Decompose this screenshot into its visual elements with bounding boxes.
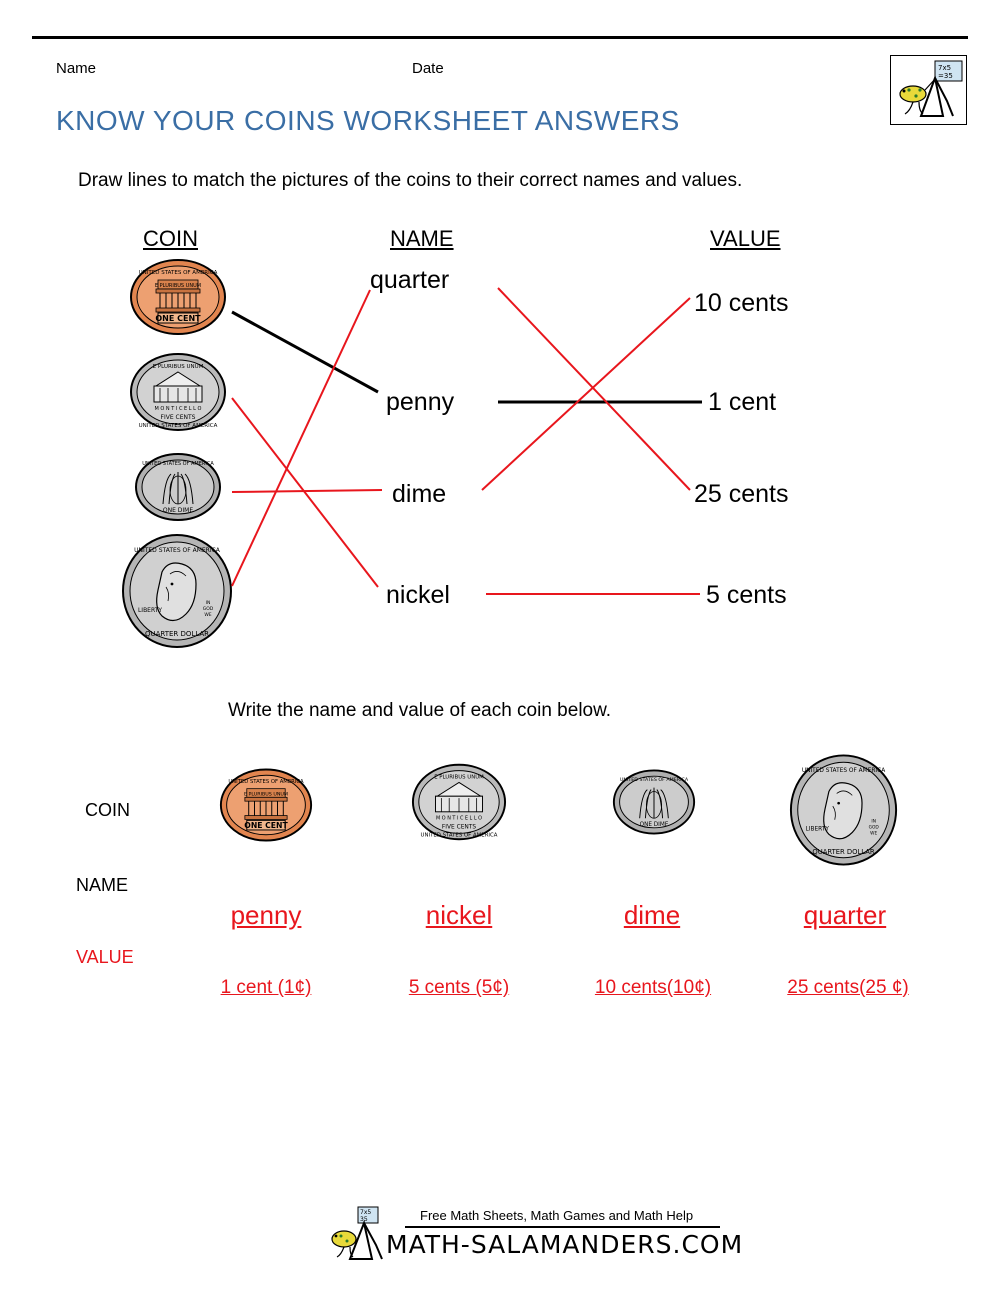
column-header-name: NAME	[390, 226, 454, 251]
match-name-quarter[interactable]: quarter	[370, 266, 450, 294]
instruction-part2: Write the name and value of each coin below.	[228, 700, 612, 721]
row-label-coin: COIN	[85, 800, 130, 820]
svg-text:WE: WE	[204, 613, 212, 618]
svg-text:GOD: GOD	[868, 825, 879, 831]
svg-text:7x5: 7x5	[938, 64, 952, 72]
match-value-25-cents[interactable]: 25 cents	[694, 480, 789, 508]
answer-name-nickel[interactable]: nickel	[425, 900, 493, 930]
footer-brand: MATH-SALAMANDERS.COM	[386, 1230, 744, 1259]
match-value-5-cents[interactable]: 5 cents	[706, 581, 787, 609]
svg-text:IN: IN	[205, 601, 211, 606]
svg-text:E PLURIBUS UNUM: E PLURIBUS UNUM	[434, 774, 484, 781]
svg-text:LIBERTY: LIBERTY	[805, 826, 829, 833]
header-divider	[32, 36, 968, 39]
table-nickel-coin-image	[410, 762, 508, 847]
answer-value-dime[interactable]: 10 cents(10¢)	[594, 977, 712, 998]
column-header-value: VALUE	[710, 226, 781, 251]
match-name-dime[interactable]: dime	[392, 480, 447, 508]
svg-text:WE: WE	[870, 831, 878, 837]
answer-value-nickel[interactable]: 5 cents (5¢)	[408, 977, 510, 998]
match-name-penny[interactable]: penny	[386, 388, 455, 416]
nickel-coin-image	[128, 352, 228, 437]
answer-name-quarter[interactable]: quarter	[803, 900, 887, 930]
table-quarter-coin-image	[788, 752, 900, 873]
footer-divider	[405, 1226, 720, 1228]
column-header-coin: COIN	[143, 226, 198, 251]
svg-text:7x5: 7x5	[360, 1209, 372, 1216]
svg-text:UNITED STATES OF AMERICA: UNITED STATES OF AMERICA	[138, 423, 218, 429]
svg-text:LIBERTY: LIBERTY	[137, 607, 163, 614]
answer-name-penny[interactable]: penny	[230, 900, 302, 930]
svg-text:QUARTER DOLLAR: QUARTER DOLLAR	[144, 630, 210, 638]
svg-text:M O N T I C E L L O: M O N T I C E L L O	[154, 406, 202, 412]
quarter-coin-image	[120, 532, 235, 655]
svg-text:35: 35	[360, 1216, 368, 1223]
svg-text:FIVE CENTS: FIVE CENTS	[441, 824, 477, 831]
svg-text:UNITED STATES OF AMERICA: UNITED STATES OF AMERICA	[619, 777, 689, 783]
answer-value-penny[interactable]: 1 cent (1¢)	[220, 977, 312, 998]
date-field-label: Date	[412, 60, 444, 77]
svg-text:UNITED STATES OF AMERICA: UNITED STATES OF AMERICA	[801, 768, 886, 775]
page-title: KNOW YOUR COINS WORKSHEET ANSWERS	[56, 105, 680, 136]
svg-text:ONE CENT: ONE CENT	[244, 821, 288, 831]
svg-text:E PLURIBUS UNUM: E PLURIBUS UNUM	[154, 283, 202, 289]
svg-text:ONE CENT: ONE CENT	[155, 314, 201, 323]
row-label-name: NAME	[76, 875, 129, 895]
svg-text:ONE DIME: ONE DIME	[639, 821, 669, 828]
table-penny-coin-image	[218, 767, 314, 848]
name-field-label: Name	[56, 60, 97, 77]
dime-coin-image	[133, 452, 223, 527]
svg-text:GOD: GOD	[202, 607, 214, 612]
svg-text:E PLURIBUS UNUM: E PLURIBUS UNUM	[152, 364, 204, 370]
svg-text:UNITED STATES OF AMERICA: UNITED STATES OF AMERICA	[142, 461, 214, 467]
answer-name-dime[interactable]: dime	[623, 900, 681, 930]
row-label-value: VALUE	[76, 947, 134, 967]
svg-text:=35: =35	[938, 72, 953, 80]
penny-coin-image	[128, 258, 228, 341]
table-dime-coin-image	[611, 768, 697, 841]
svg-text:ONE DIME: ONE DIME	[162, 507, 194, 514]
svg-text:IN: IN	[871, 819, 876, 825]
footer-tagline: Free Math Sheets, Math Games and Math Help	[420, 1208, 694, 1223]
match-value-1-cent[interactable]: 1 cent	[708, 388, 777, 416]
answer-value-quarter[interactable]: 25 cents(25 ¢)	[787, 977, 909, 998]
svg-text:M O N T I C E L L O: M O N T I C E L L O	[436, 815, 482, 822]
match-value-10-cents[interactable]: 10 cents	[694, 289, 789, 317]
match-name-nickel[interactable]: nickel	[386, 581, 450, 609]
instruction-part1: Draw lines to match the pictures of the coins to their correct names and values.	[78, 170, 743, 191]
math-salamanders-logo-icon	[890, 55, 967, 125]
svg-text:UNITED STATES OF AMERICA: UNITED STATES OF AMERICA	[420, 832, 498, 839]
svg-text:FIVE CENTS: FIVE CENTS	[160, 414, 196, 421]
svg-text:E PLURIBUS UNUM: E PLURIBUS UNUM	[243, 792, 289, 798]
svg-text:UNITED STATES OF AMERICA: UNITED STATES OF AMERICA	[228, 778, 304, 785]
svg-text:UNITED STATES OF AMERICA: UNITED STATES OF AMERICA	[138, 270, 218, 276]
svg-text:QUARTER DOLLAR: QUARTER DOLLAR	[812, 847, 875, 856]
svg-text:UNITED STATES OF AMERICA: UNITED STATES OF AMERICA	[134, 547, 220, 554]
